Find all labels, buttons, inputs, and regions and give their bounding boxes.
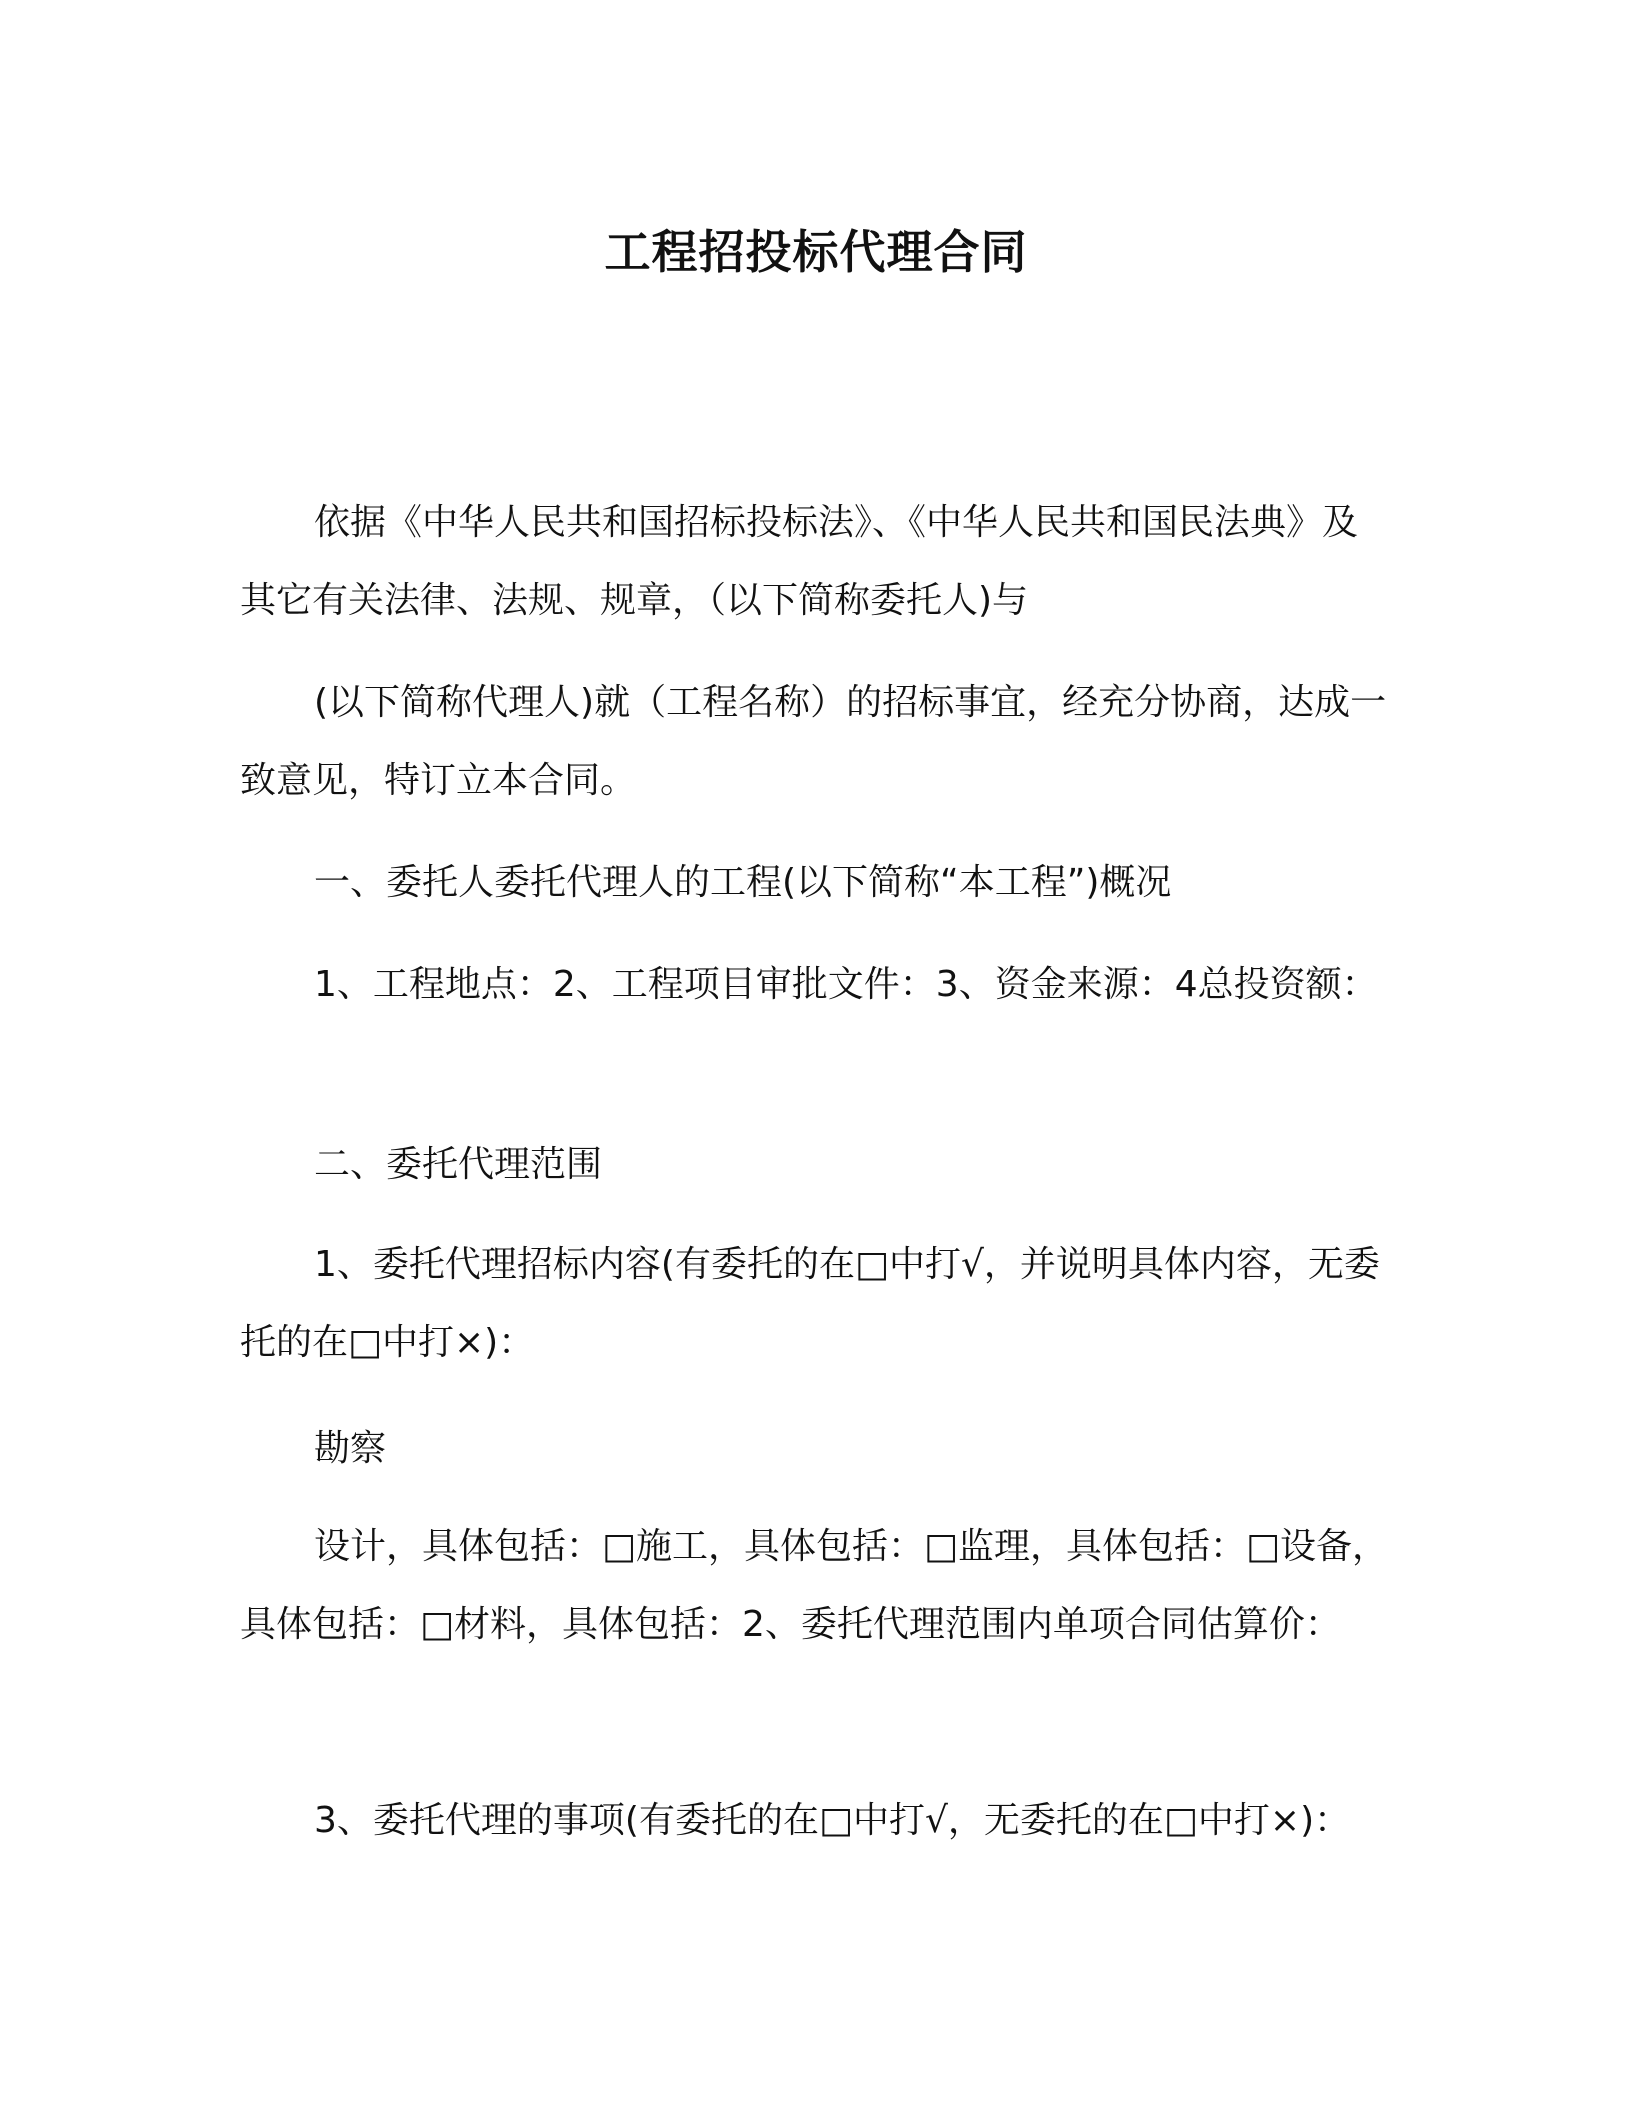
paragraph-agreement: (以下简称代理人)就（工程名称）的招标事宜，经充分协商，达成一致意见，特订立本合同。 — [240, 682, 1387, 801]
section-heading-overview: 一、委托人委托代理人的工程(以下简称“本工程”)概况 — [314, 862, 1172, 903]
paragraph-entrusted-matters: 3、委托代理的事项(有委托的在□中打√，无委托的在□中打×)： — [314, 1800, 1351, 1841]
paragraph-bidding-content: 1、委托代理招标内容(有委托的在□中打√，并说明具体内容，无委托的在□中打×)： — [240, 1244, 1380, 1363]
document-title: 工程招投标代理合同 — [604, 225, 1028, 279]
paragraph-design-items: 设计，具体包括：□施工，具体包括：□监理，具体包括：□设备，具体包括：□材料，具体包括：2、委托代理范围内单项合同估算价： — [240, 1526, 1389, 1645]
paragraph-project-details: 1、工程地点：2、工程项目审批文件：3、资金来源：4总投资额： — [314, 964, 1378, 1005]
section-heading-scope: 二、委托代理范围 — [314, 1144, 603, 1185]
paragraph-survey: 勘察 — [314, 1428, 387, 1469]
paragraph-legal-basis: 依据《中华人民共和国招标投标法》、《中华人民共和国民法典》及其它有关法律、法规、规章，（以下简称委托人)与 — [240, 502, 1359, 621]
